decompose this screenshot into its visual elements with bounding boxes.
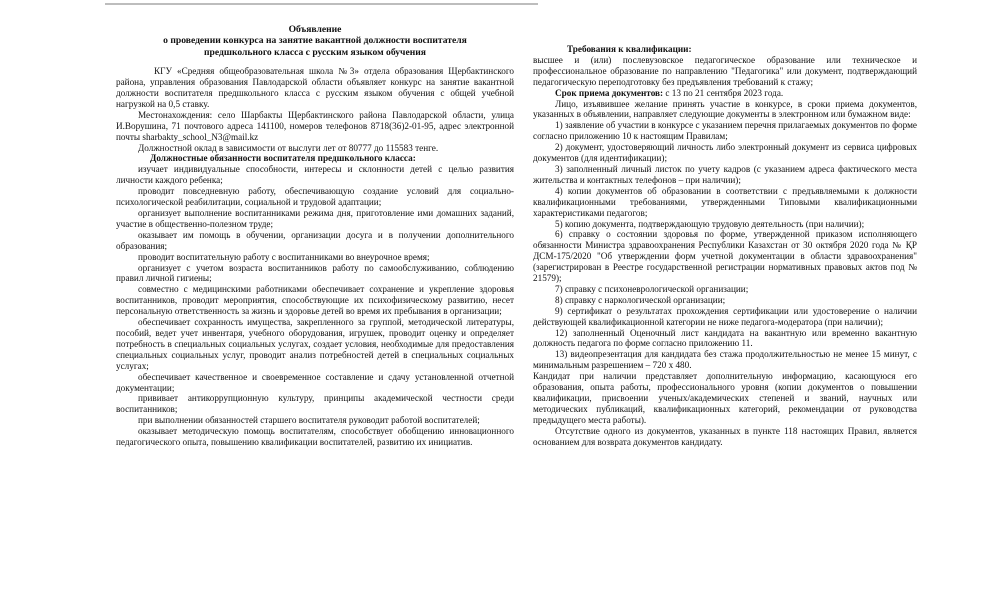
deadline-paragraph	[533, 88, 917, 99]
duty-item: организует выполнение воспитанниками режима дня, приготовление ими домашних заданий, участие в общественно-полезном труде;	[116, 208, 514, 229]
duty-item: совместно с медицинскими работниками обеспечивает сохранение и укрепление здоровья воспитанников, проводит мероприятия, способствующие их психофизическому развитию, несет персональную ответственность за жизнь и здоровье детей во время их пребывания в организации;	[116, 284, 514, 317]
document-item: 6) справку о состоянии здоровья по форме, утвержденной приказом исполняющего обязанности Министра здравоохранения Республики Казахстан от 30 октября 2020 года № ҚР ДСМ-175/2020 "Об утверждении форм учетной документации в области здравоохранения" (зарегистрирован в Реестре государственной регистрации нормативных правовых актов под № 21579);	[533, 229, 917, 284]
absence-paragraph: Отсутствие одного из документов, указанных в пункте 118 настоящих Правил, является основанием для возврата документов кандидату.	[533, 425, 917, 447]
announcement-title	[116, 24, 514, 58]
requirements-heading: Требования к квалификации:	[567, 44, 692, 54]
duty-item: проводит воспитательную работу с воспитанниками во внеурочное время;	[138, 251, 430, 262]
title-line-3: предшкольного класса с русским языком обучения	[204, 46, 426, 58]
requirements-text: высшее и (или) послевузовское педагогическое образование или техническое и профессиональное образование по направлению "Педагогика" или документ, подтверждающий педагогическую переподготовку без предъявления требований к стажу;	[533, 54, 917, 87]
right-column	[533, 44, 917, 448]
deadline-value: с 13 по 21 сентября 2023 года.	[663, 87, 784, 98]
duty-item: оказывает им помощь в обучении, организации досуга и в получении дополнительного образования;	[116, 229, 514, 251]
document-item: 3) заполненный личный листок по учету кадров (с указанием адреса фактического места жительства и контактных телефонов – при наличии);	[533, 163, 917, 185]
duties-list	[116, 164, 514, 448]
left-column	[116, 24, 514, 448]
duty-item: обеспечивает сохранность имущества, закрепленного за группой, методической литературы, пособий, ведет учет инвентаря, учебного оборудования, игрушек, проводит оценку и определяет потребность в специальных социальных услугах, создает условия, необходимые для предоставления специальных социальных услуг, проводит анализ потребностей детей в специальных социальных услугах;	[116, 317, 514, 371]
intro-paragraph: КГУ «Средняя общеобразовательная школа №3» отдела образования Щербактинского района, управления образования Павлодарской области объявляет конкурс на занятие вакантной должности воспитателя предшкольного класса с русским языком обучения с общей учебной нагрузкой на 0,5 ставку.	[116, 66, 514, 109]
document-item: 7) справку с психоневрологической организации;	[555, 283, 749, 294]
duty-item: при выполнении обязанностей старшего воспитателя руководит работой воспитателей;	[138, 415, 480, 426]
deadline-label: Срок приема документов:	[555, 87, 664, 98]
document-item: 4) копии документов об образовании в соответствии с предъявляемыми к должности квалификационными требованиями, утвержденными Типовыми квалификационными характеристиками педагогов;	[533, 185, 917, 218]
title-line-1: Объявление	[288, 24, 342, 35]
duty-item: оказывает методическую помощь воспитателям, способствует обобщению инновационного педагогического опыта, повышению квалификации воспитателей, развитию их инициатив.	[116, 426, 514, 448]
documents-list	[533, 120, 917, 371]
duty-item: организует с учетом возраста воспитанников работу по самообслуживанию, соблюдению правил личной гигиены;	[116, 262, 514, 284]
title-line-2: о проведении конкурса на занятие вакантной должности воспитателя	[163, 35, 467, 47]
documents-intro: Лицо, изъявившее желание принять участие в конкурсе, в сроки приема документов, указанных в объявлении, направляет следующие документы в электронном или бумажном виде:	[533, 98, 917, 120]
page-top-border	[105, 3, 538, 5]
document-item: 9) сертификат о результатах прохождения сертификации или удостоверение о наличии действующей квалификационной категории не ниже педагога-модератора (при наличии);	[533, 305, 917, 327]
duty-item: изучает индивидуальные способности, интересы и склонности детей с целью развития личности каждого ребенка;	[116, 164, 514, 186]
duty-item: проводит повседневную работу, обеспечивающую создание условий для социально-психологической реабилитации, социальной и трудовой адаптации;	[116, 186, 514, 208]
duties-heading: Должностные обязанности воспитателя предшкольного класса:	[150, 153, 416, 164]
duty-item: прививает антикоррупционную культуру, принципы академической честности среди воспитанников;	[116, 393, 514, 415]
duty-item: обеспечивает качественное и своевременное составление и сдачу установленной отчетной документации;	[116, 371, 514, 393]
document-item: 8) справку с наркологической организации;	[555, 294, 726, 305]
document-item: 13) видеопрезентация для кандидата без стажа продолжительностью не менее 15 минут, с минимальным разрешением – 720 х 480.	[533, 349, 917, 371]
document-item: 2) документ, удостоверяющий личность либо электронный документ из сервиса цифровых документов (для идентификации);	[533, 142, 917, 164]
document-item: 12) заполненный Оценочный лист кандидата на вакантную или временно вакантную должность педагога по форме согласно приложению 11.	[533, 327, 917, 349]
document-item: 5) копию документа, подтверждающую трудовую деятельность (при наличии);	[555, 218, 865, 229]
document-item: 1) заявление об участии в конкурсе с указанием перечня прилагаемых документов по форме согласно приложению 10 к настоящим Правилам;	[533, 120, 917, 142]
location-paragraph: Местонахождения: село Шарбакты Щербактинского района Павлодарской области, улица И.Ворушина, 71 почтового адреса 141100, номеров телефонов 8718(36)2-01-95, адрес электронной почты sharbakty_school_N3@mail.kz	[116, 109, 514, 142]
extra-info-paragraph: Кандидат при наличии представляет дополнительную информацию, касающуюся его образования, опыта работы, профессионального уровня (копии документов о повышении квалификации, присвоении ученых/академических степеней и званий, научных или методических публикаций, квалификационных категорий, рекомендации от руководства предыдущего места работы).	[533, 371, 917, 425]
salary-paragraph: Должностной оклад в зависимости от выслуги лет от 80777 до 115583 тенге.	[138, 142, 439, 153]
